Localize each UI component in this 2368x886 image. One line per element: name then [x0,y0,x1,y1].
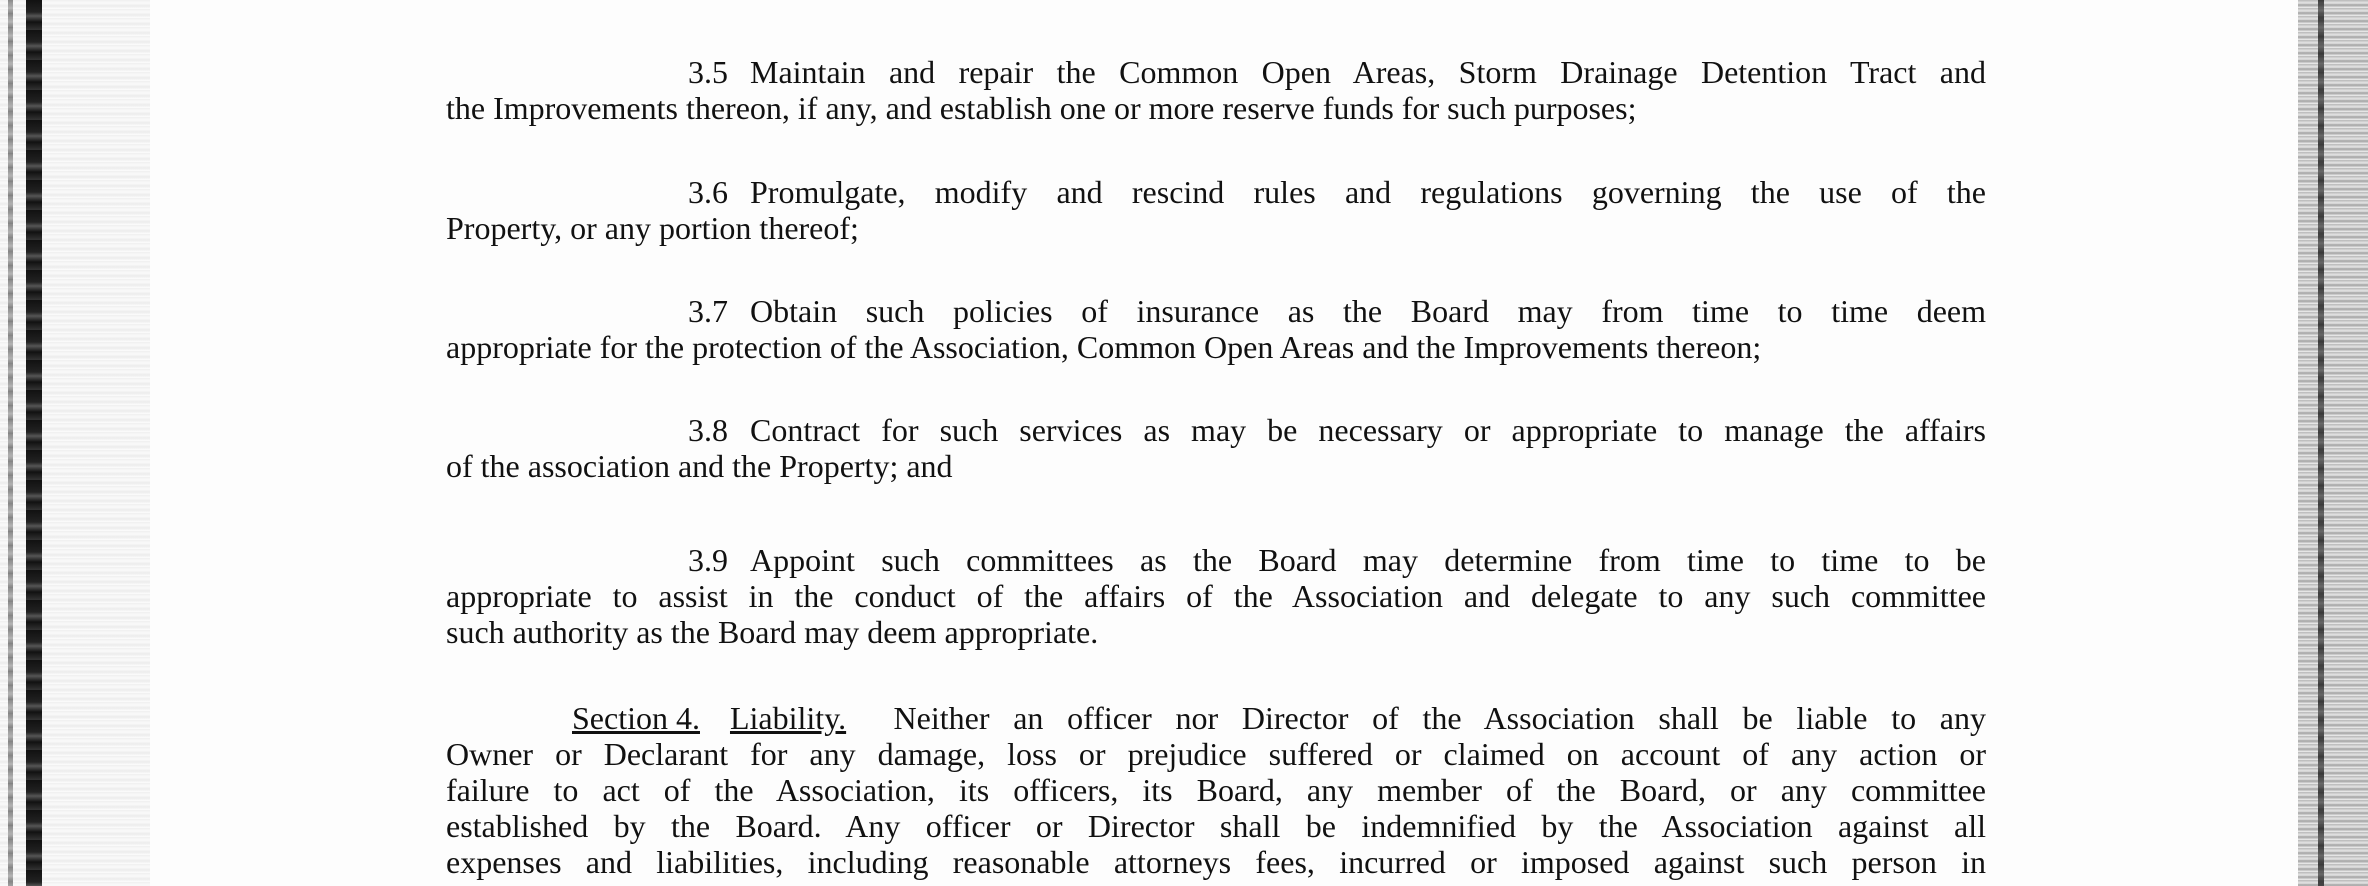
paragraph-line: Appoint such committees as the Board may determine from time to time to be [750,542,1986,578]
paragraph-3-7 [446,293,1986,365]
paragraph-number: 3.7 [688,293,728,329]
paragraph-line: appropriate for the protection of the Association, Common Open Areas and the Improvements thereon; [446,329,1762,365]
scan-edge-right [2298,0,2368,886]
paragraph-3-9 [446,542,1986,650]
section-title: Liability. [729,700,847,736]
paragraph-line: Maintain and repair the Common Open Areas, Storm Drainage Detention Tract and [750,54,1986,90]
scan-edge-left-line [8,0,13,886]
section-line: established by the Board. Any officer or Director shall be indemnified by the Association against all [446,808,1986,844]
paragraph-line: Contract for such services as may be necessary or appropriate to manage the affairs [750,412,1986,448]
section-4-liability [446,700,1986,880]
paragraph-number: 3.5 [688,54,728,90]
paragraph-number: 3.6 [688,174,728,210]
section-line: Owner or Declarant for any damage, loss or prejudice suffered or claimed on account of any action or [446,736,1986,772]
paragraph-line: the Improvements thereon, if any, and establish one or more reserve funds for such purposes; [446,90,1637,126]
paragraph-3-8 [446,412,1986,484]
paragraph-line: of the association and the Property; and [446,448,953,484]
paragraph-line: Property, or any portion thereof; [446,210,859,246]
paragraph-3-6 [446,174,1986,246]
paragraph-number: 3.9 [688,542,728,578]
scan-edge-right-line [2318,0,2324,886]
paragraph-line: Obtain such policies of insurance as the Board may from time to time deem [750,293,1986,329]
paragraph-line: appropriate to assist in the conduct of the affairs of the Association and delegate to any such committee [446,578,1986,614]
section-line: failure to act of the Association, its officers, its Board, any member of the Board, or any committee [446,772,1986,808]
section-line: expenses and liabilities, including reasonable attorneys fees, incurred or imposed against such person in [446,844,1986,880]
section-heading: Section 4. [572,700,700,736]
section-line: Neither an officer nor Director of the Association shall be liable to any [893,700,1987,736]
paragraph-line: Promulgate, modify and rescind rules and regulations governing the use of the [750,174,1986,210]
paragraph-3-5 [446,54,1986,126]
paragraph-line: such authority as the Board may deem appropriate. [446,614,1099,650]
paragraph-number: 3.8 [688,412,728,448]
scan-binding-bar [26,0,42,886]
scan-edge-left [0,0,150,886]
